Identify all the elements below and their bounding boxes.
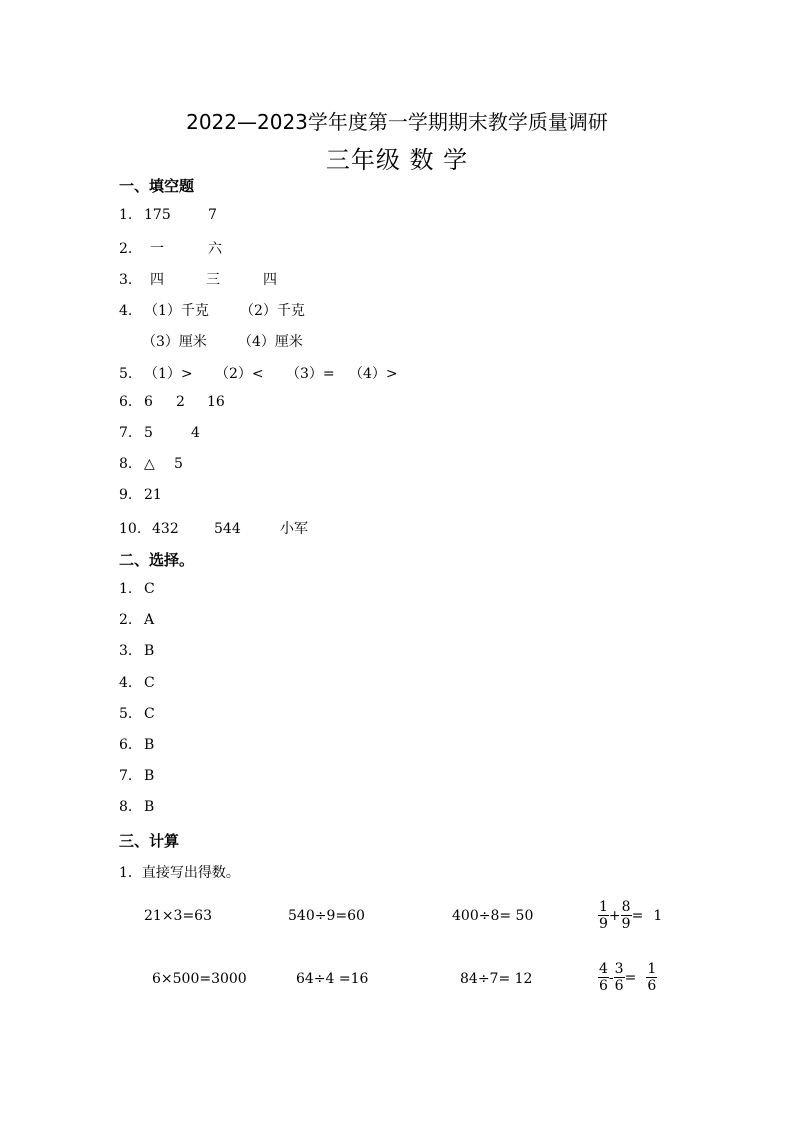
answer-value: （4）厘米 bbox=[238, 334, 303, 350]
answer-value: （3）= bbox=[286, 366, 335, 382]
answer-line bbox=[119, 207, 217, 223]
answer-value: （2）< bbox=[215, 366, 264, 382]
section-heading-calculation: 三、计算 bbox=[119, 832, 180, 850]
calc-expression: 6×500=3000 bbox=[152, 971, 247, 987]
result: 1 bbox=[653, 907, 663, 924]
question-number: 2. bbox=[119, 612, 133, 628]
question-number: 6. bbox=[119, 394, 133, 410]
result-fraction bbox=[646, 962, 657, 993]
answer-value: 四 bbox=[150, 272, 164, 288]
answer-line bbox=[119, 269, 277, 289]
question-number: 3. bbox=[119, 643, 133, 659]
question-number: 7. bbox=[119, 425, 133, 441]
question-number: 6. bbox=[119, 737, 133, 753]
answer-value: 6 bbox=[144, 394, 153, 410]
question-number: 1. bbox=[119, 207, 133, 223]
answer-line bbox=[119, 612, 154, 628]
answer-value: 4 bbox=[191, 425, 200, 441]
answer-value: △ bbox=[144, 456, 155, 472]
numerator: 1 bbox=[599, 899, 608, 915]
numerator: 4 bbox=[599, 961, 608, 977]
question-number: 8. bbox=[119, 456, 133, 472]
answer-line bbox=[119, 799, 154, 815]
question-number: 9. bbox=[119, 487, 133, 503]
answer-value: 432 bbox=[152, 521, 179, 537]
answer-line bbox=[119, 643, 154, 659]
answer-line bbox=[119, 238, 222, 258]
answer-value: 5 bbox=[174, 456, 183, 472]
document-title: 2022—2023学年度第一学期期末教学质量调研 bbox=[186, 110, 608, 134]
answer-value: （1）千克 bbox=[144, 303, 209, 319]
answer-value: C bbox=[144, 675, 155, 691]
answer-line bbox=[119, 581, 155, 597]
answer-value: 四 bbox=[263, 272, 277, 288]
answer-line bbox=[119, 394, 225, 410]
sub-question-instruction: 1．直接写出得数。 bbox=[119, 865, 240, 881]
numerator: 1 bbox=[647, 961, 657, 977]
section-heading-choice: 二、选择。 bbox=[119, 551, 195, 569]
operator: - bbox=[608, 969, 614, 986]
denominator: 6 bbox=[647, 978, 657, 994]
question-number: 10. bbox=[119, 521, 142, 537]
numerator: 3 bbox=[614, 961, 624, 977]
answer-value: 175 bbox=[144, 207, 171, 223]
fraction bbox=[598, 900, 609, 931]
answer-value: 5 bbox=[144, 425, 153, 441]
answer-value: （1）> bbox=[144, 366, 193, 382]
answer-value: 小军 bbox=[280, 521, 308, 537]
calc-expression: 21×3=63 bbox=[144, 908, 212, 924]
question-number: 5. bbox=[119, 706, 133, 722]
calc-expression: 400÷8= 50 bbox=[452, 908, 534, 924]
answer-value: C bbox=[144, 706, 155, 722]
question-number: 8. bbox=[119, 799, 133, 815]
fraction bbox=[614, 962, 625, 993]
answer-value: 16 bbox=[207, 394, 225, 410]
answer-line bbox=[119, 706, 155, 722]
answer-value: 三 bbox=[206, 272, 220, 288]
operator: + bbox=[608, 907, 621, 924]
answer-value: C bbox=[144, 581, 155, 597]
answer-line bbox=[119, 675, 155, 691]
calc-expression: 84÷7= 12 bbox=[460, 971, 533, 987]
answer-value: 21 bbox=[144, 487, 162, 503]
question-number: 7. bbox=[119, 768, 133, 784]
denominator: 6 bbox=[599, 978, 608, 994]
question-number: 5. bbox=[119, 366, 133, 382]
answer-value: B bbox=[144, 799, 155, 815]
question-number: 1. bbox=[119, 581, 133, 597]
fraction bbox=[621, 900, 632, 931]
denominator: 9 bbox=[621, 916, 631, 932]
denominator: 9 bbox=[599, 916, 608, 932]
answer-value: B bbox=[144, 768, 155, 784]
calc-expression: 540÷9=60 bbox=[288, 908, 365, 924]
equals-sign: = bbox=[624, 969, 637, 986]
question-number: 3. bbox=[119, 272, 133, 288]
section-heading-fill-blank: 一、填空题 bbox=[119, 177, 195, 195]
answer-value: 一 bbox=[150, 241, 164, 257]
answer-value: B bbox=[144, 737, 155, 753]
answer-line bbox=[119, 737, 154, 753]
equals-sign: = bbox=[631, 907, 644, 924]
answer-line bbox=[119, 768, 154, 784]
question-number: 2. bbox=[119, 241, 133, 257]
denominator: 6 bbox=[614, 978, 624, 994]
answer-line bbox=[119, 518, 308, 538]
fraction-expression bbox=[598, 900, 662, 931]
answer-value: A bbox=[144, 612, 155, 628]
answer-line bbox=[119, 300, 305, 320]
question-number: 4. bbox=[119, 675, 133, 691]
fraction-expression bbox=[598, 962, 657, 993]
document-subtitle: 三年级 数 学 bbox=[325, 146, 469, 174]
answer-line-continued bbox=[142, 331, 303, 351]
answer-line bbox=[119, 425, 200, 441]
answer-value: B bbox=[144, 643, 155, 659]
answer-line bbox=[119, 487, 162, 503]
answer-value: 544 bbox=[214, 521, 241, 537]
answer-value: （4）> bbox=[349, 366, 398, 382]
answer-value: （3）厘米 bbox=[142, 334, 207, 350]
answer-value: 六 bbox=[208, 241, 222, 257]
numerator: 8 bbox=[621, 899, 631, 915]
answer-value: 2 bbox=[176, 394, 185, 410]
answer-line bbox=[119, 456, 183, 472]
answer-line bbox=[119, 363, 398, 383]
answer-value: （2）千克 bbox=[240, 303, 305, 319]
answer-value: 7 bbox=[208, 207, 217, 223]
fraction bbox=[598, 962, 609, 993]
calc-expression: 64÷4 =16 bbox=[296, 971, 369, 987]
question-number: 4. bbox=[119, 303, 133, 319]
